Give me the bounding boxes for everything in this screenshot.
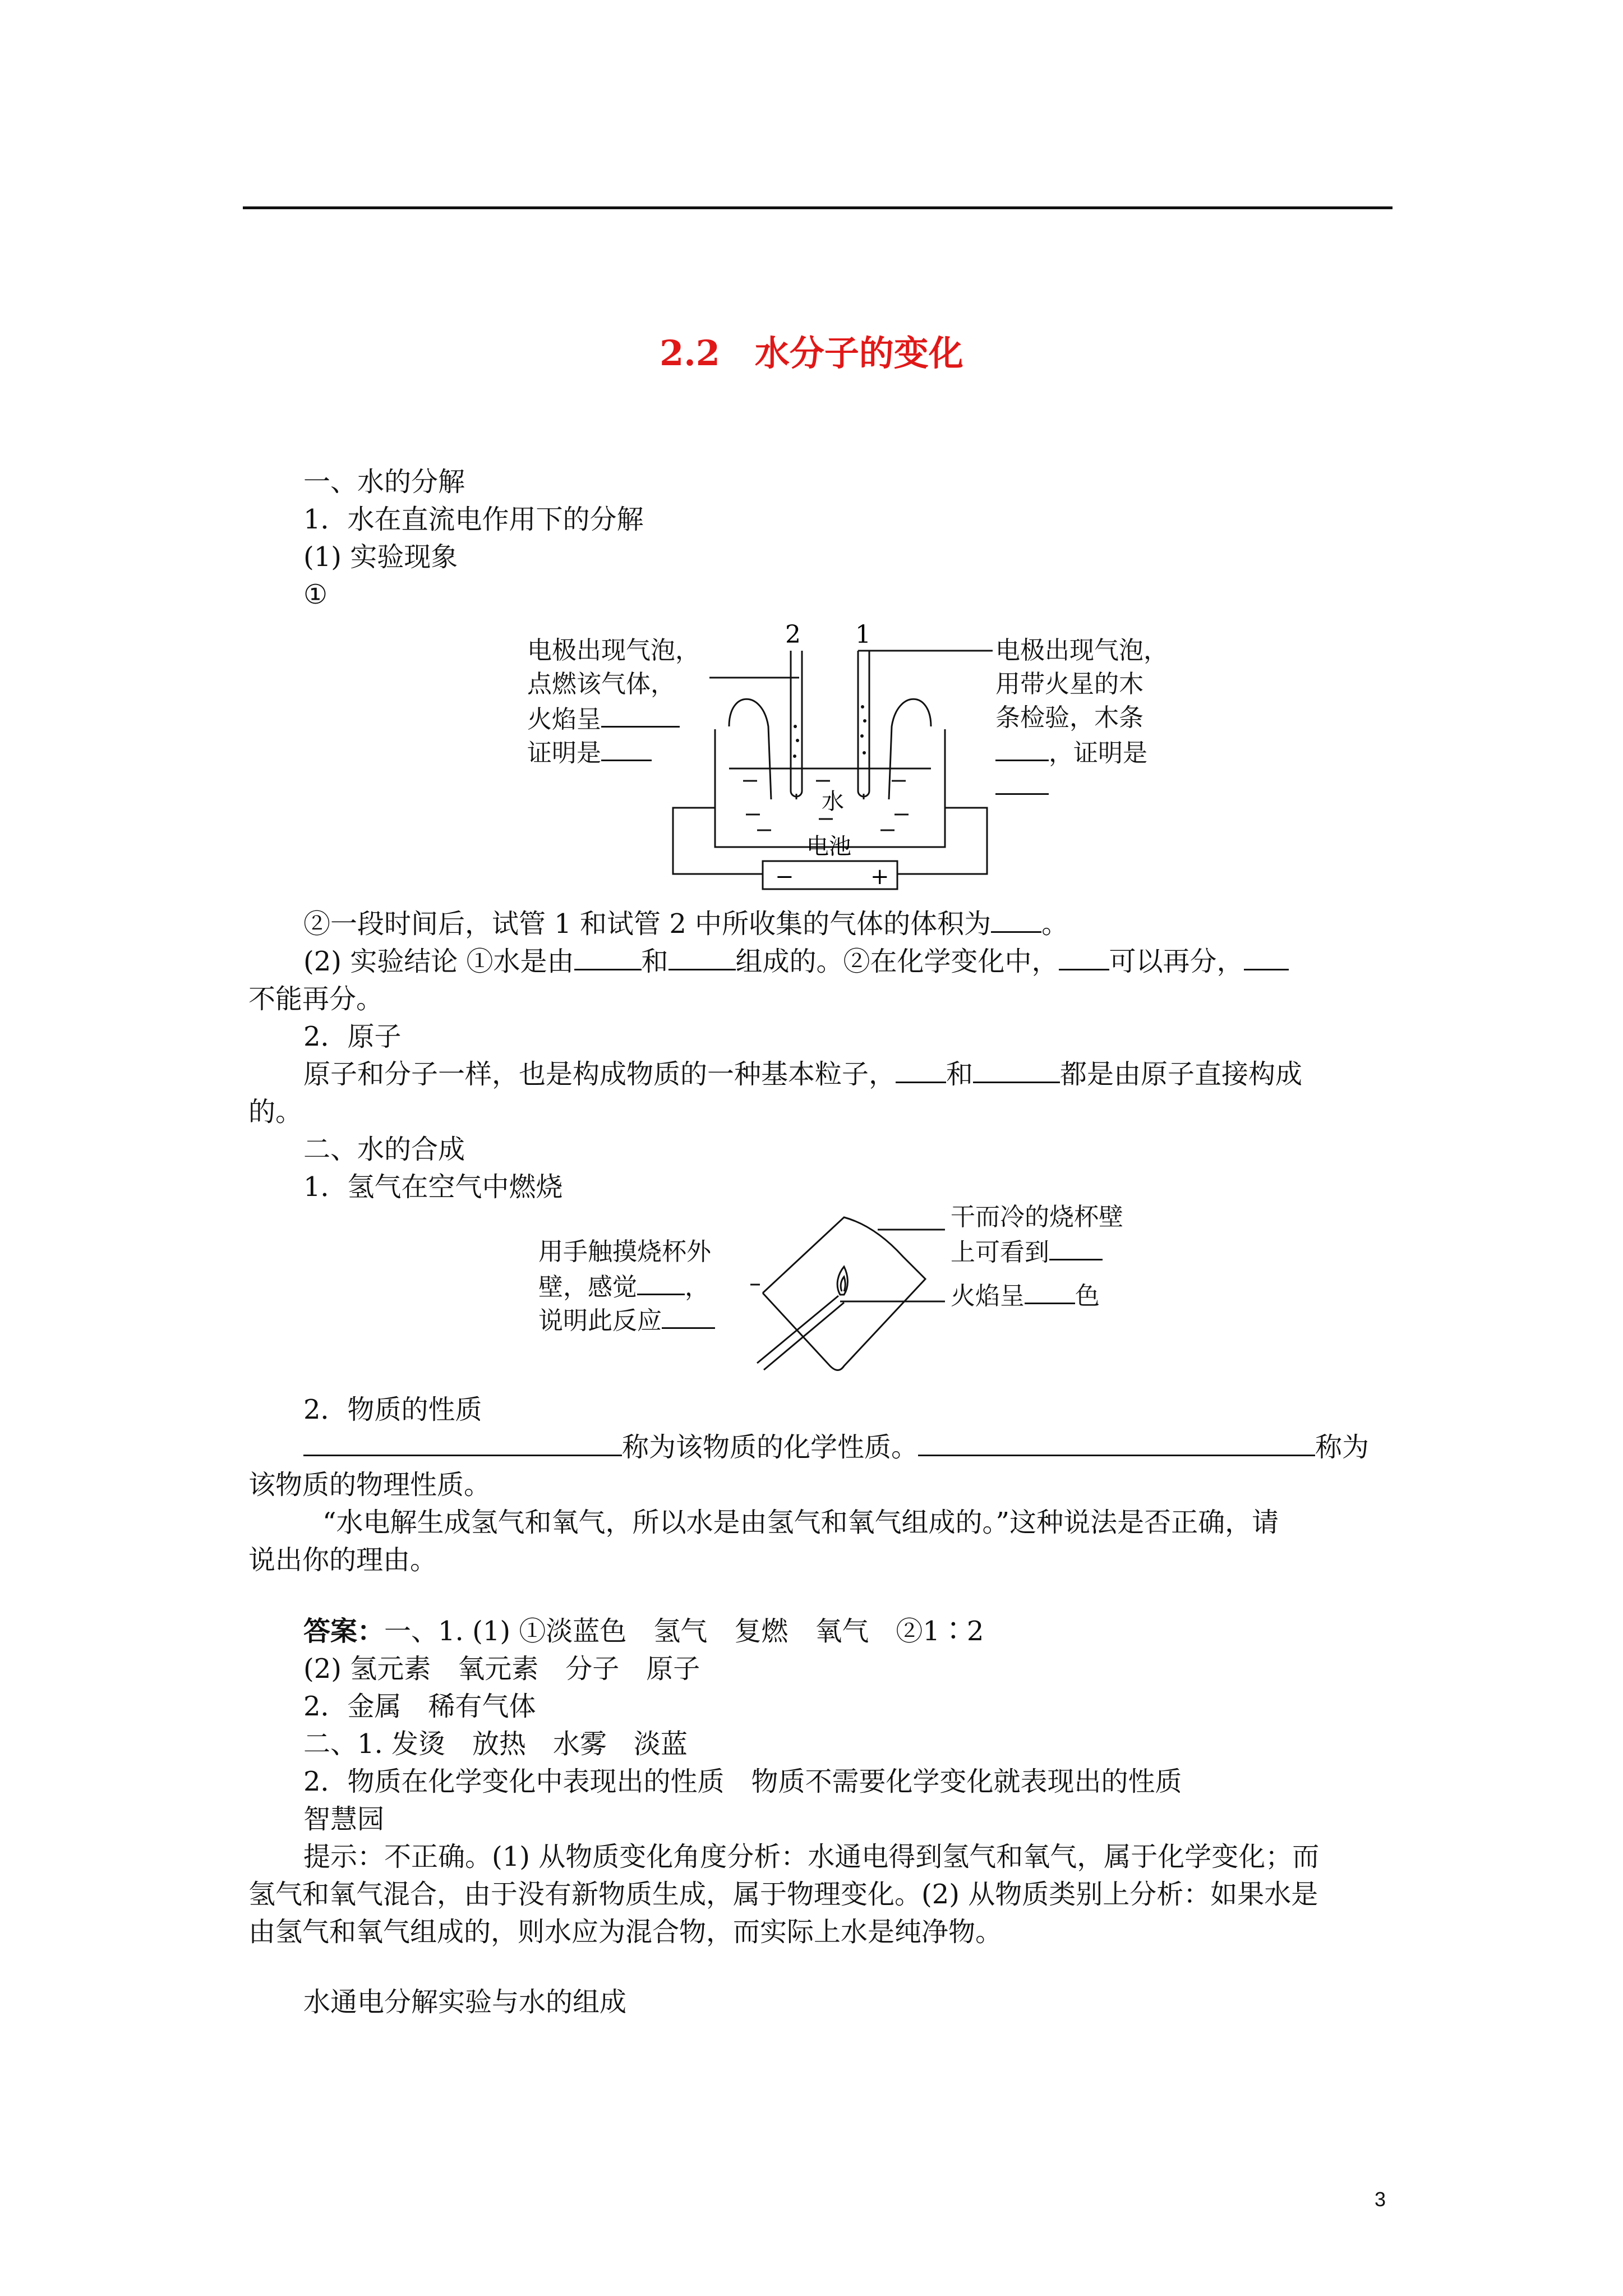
figure1-right-label-1: 电极出现气泡，: [995, 636, 1168, 665]
figure1-right-label-4: ，证明是: [995, 735, 1147, 770]
atom-line: 原子和分子一样，也是构成物质的一种基本粒子， 和 都是由原子直接构成: [303, 1056, 1302, 1093]
hint-line-1: 提示：不正确。(1) 从物质变化角度分析：水通电得到氢气和氧气，属于化学变化；而: [303, 1841, 1320, 1872]
figure2-left-label-3: 说明此反应: [538, 1303, 715, 1338]
question-line-1: “水电解生成氢气和氧气，所以水是由氢气和氧气组成的。”这种说法是否正确，请: [322, 1507, 1279, 1538]
answer-label: 答案：: [303, 1616, 385, 1647]
section-2-heading: 二、水的合成: [303, 1134, 465, 1165]
battery-label: 电池: [806, 834, 851, 859]
section-1-heading: 一、水的分解: [303, 466, 465, 498]
tube-label-2: 2: [785, 620, 801, 649]
question-line-2: 说出你的理由。: [248, 1544, 437, 1576]
figure2-right-label-2: 上可看到: [951, 1234, 1103, 1269]
circle-marker-1: ①: [303, 579, 328, 610]
observation-2: ②一段时间后，试管 1 和试管 2 中所收集的气体的体积为 。: [303, 905, 1068, 942]
property-line: 称为该物质的化学性质。 称为: [303, 1429, 1369, 1466]
figure1-left-label-4: 证明是: [527, 735, 652, 770]
page-title: 2.2 水分子的变化: [660, 333, 963, 374]
hydrogen-burning-figure: [538, 1195, 1155, 1397]
figure1-right-label-3: 条检验，木条: [995, 703, 1144, 732]
page-number: 3: [1375, 2188, 1386, 2211]
hydrogen-drawing: [538, 1195, 1155, 1397]
section-2-item-1: 1．氢气在空气中燃烧: [303, 1171, 563, 1203]
figure2-left-label-2: 壁，感觉 ，: [538, 1269, 709, 1304]
answer-line-2: (2) 氢元素 氧元素 分子 原子: [303, 1653, 700, 1685]
answer-line-1: 答案：一、1. (1) ①淡蓝色 氢气 复燃 氧气 ②1∶2: [303, 1616, 984, 1647]
section-1-item-1-1: (1) 实验现象: [303, 541, 458, 573]
conclusion-line: (2) 实验结论 ①水是由 和 组成的。②在化学变化中， 可以再分，: [303, 943, 1289, 980]
section-1-item-2: 2．原子: [303, 1021, 402, 1052]
figure1-left-label-1: 电极出现气泡，: [527, 636, 700, 665]
figure1-left-label-2: 点燃该气体，: [527, 670, 675, 698]
figure1-left-label-3: 火焰呈: [527, 701, 680, 737]
tube-label-1: 1: [855, 620, 871, 649]
atom-continuation: 的。: [248, 1096, 303, 1128]
conclusion-continuation: 不能再分。: [248, 983, 384, 1015]
property-continuation: 该物质的物理性质。: [248, 1469, 491, 1501]
figure1-right-label-2: 用带火星的木: [995, 670, 1144, 698]
answer-line-5: 2．物质在化学变化中表现出的性质 物质不需要化学变化就表现出的性质: [303, 1766, 1182, 1797]
figure2-right-label-3: 火焰呈 色: [951, 1278, 1100, 1313]
hint-line-2: 氢气和氧气混合，由于没有新物质生成，属于物理变化。(2) 从物质类别上分析：如果水是: [248, 1879, 1318, 1910]
electrolysis-drawing: [522, 606, 1195, 909]
answer-line-6: 智慧园: [303, 1803, 385, 1835]
hint-line-3: 由氢气和氧气组成的，则水应为混合物，而实际上水是纯净物。: [248, 1916, 1003, 1948]
electrolysis-figure: [522, 606, 1195, 909]
section-1-item-1: 1．水在直流电作用下的分解: [303, 504, 644, 535]
answer-line-3: 2．金属 稀有气体: [303, 1691, 536, 1722]
answer-line-4: 二、1. 发烫 放热 水雾 淡蓝: [303, 1728, 688, 1760]
battery-plus: +: [870, 864, 889, 890]
water-label: 水: [822, 789, 844, 815]
header-rule: [243, 206, 1393, 209]
battery-minus: −: [775, 864, 794, 890]
figure2-left-label-1: 用手触摸烧杯外: [538, 1237, 711, 1266]
figure2-right-label-1: 干而冷的烧杯壁: [951, 1203, 1123, 1231]
footer-topic: 水通电分解实验与水的组成: [303, 1986, 627, 2018]
section-2-item-2: 2．物质的性质: [303, 1394, 482, 1425]
